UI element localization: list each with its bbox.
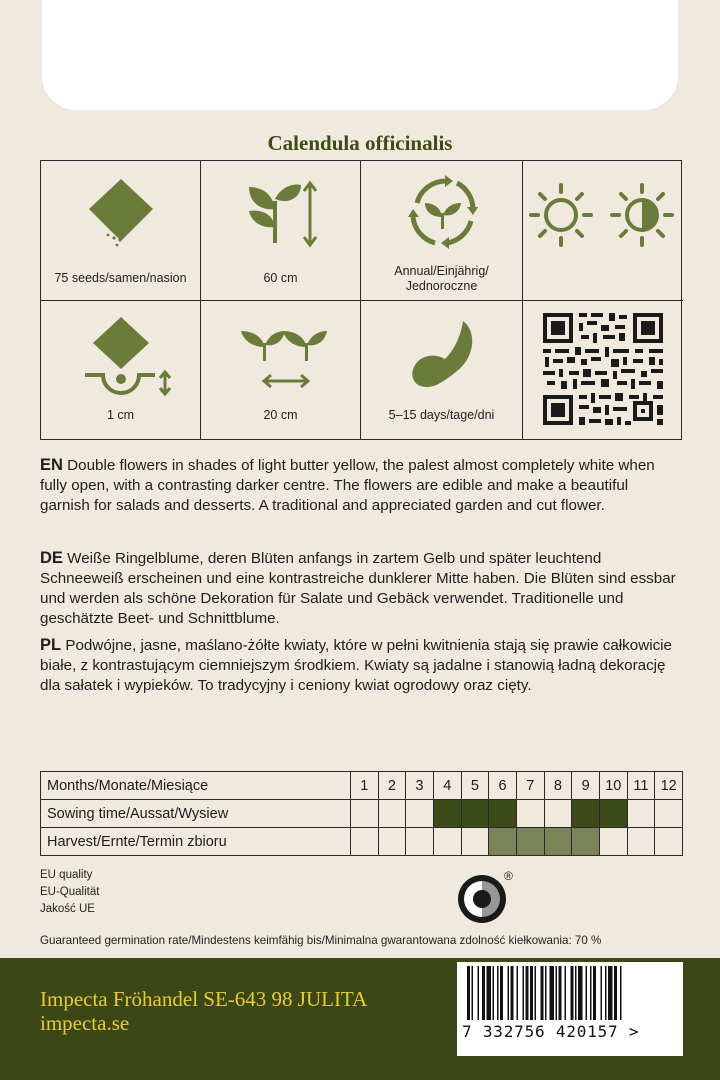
harvest-month-4: [433, 828, 461, 856]
language-code-en: EN: [40, 456, 63, 474]
sowing-month-5: [461, 800, 489, 828]
month-10: 10: [599, 772, 627, 800]
month-9: 9: [572, 772, 600, 800]
language-code-de: DE: [40, 549, 63, 567]
harvest-month-2: [378, 828, 406, 856]
website-link[interactable]: impecta.se: [40, 1011, 130, 1035]
qr-code-icon[interactable]: [523, 301, 683, 440]
eu-quality-en: EU quality: [40, 869, 93, 881]
height-label: 60 cm: [263, 271, 298, 285]
harvest-month-7: [516, 828, 544, 856]
registered-mark: ®: [504, 869, 513, 883]
month-5: 5: [461, 772, 489, 800]
lifecycle-label-1: Annual/Einjährig/: [394, 264, 489, 278]
sun-and-half-shade-icon: [523, 161, 683, 301]
sowing-month-1: [350, 800, 378, 828]
company-address: Impecta Fröhandel SE-643 98 JULITA: [40, 987, 368, 1011]
sowing-month-10: [599, 800, 627, 828]
sowing-month-4: [433, 800, 461, 828]
language-code-pl: PL: [40, 636, 62, 654]
month-6: 6: [489, 772, 517, 800]
month-8: 8: [544, 772, 572, 800]
sowing-month-3: [406, 800, 434, 828]
barcode-number: 7 332756 420157 >: [462, 1022, 640, 1041]
month-7: 7: [516, 772, 544, 800]
sowing-month-9: [572, 800, 600, 828]
months-label: Months/Monate/Miesiące: [41, 772, 351, 800]
harvest-month-11: [627, 828, 655, 856]
description-en-text: Double flowers in shades of light butter yellow, the palest almost completely white when fully open, with a contrasting darker centre. The flowers are edible and make a beautiful garnish for salads and desserts. A traditional and appreciated garden and cut flower.: [40, 457, 655, 514]
description-en: [40, 455, 680, 516]
sowing-month-2: [378, 800, 406, 828]
description-de-text: Weiße Ringelblume, deren Blüten anfangs in zartem Gelb und später leuchtend Schneeweiß erscheinen und eine kontrastreiche dunklerer Mitte haben. Die Blüten sind essbar und werden als schöne Dekoration für Salate und Gebäck verwendet. Traditionelle und geschätzte Beet- und Schnittblume.: [40, 550, 676, 627]
depth-cell: [41, 301, 201, 440]
barcode-bars: [457, 966, 683, 1024]
harvest-month-1: [350, 828, 378, 856]
month-1: 1: [350, 772, 378, 800]
harvest-month-12: [655, 828, 683, 856]
green-dot-recycle-icon: [456, 868, 522, 926]
month-3: 3: [406, 772, 434, 800]
eu-quality-block: [40, 867, 99, 918]
eu-quality-de: EU-Qualität: [40, 886, 100, 898]
spacing-label: 20 cm: [263, 408, 298, 422]
harvest-month-10: [599, 828, 627, 856]
harvest-month-9: [572, 828, 600, 856]
seeds-cell: [41, 161, 201, 301]
month-11: 11: [627, 772, 655, 800]
info-icon-grid: [40, 160, 682, 440]
barcode: [457, 962, 683, 1056]
sowing-label: Sowing time/Aussat/Wysiew: [41, 800, 351, 828]
description-de: [40, 548, 680, 629]
month-2: 2: [378, 772, 406, 800]
month-4: 4: [433, 772, 461, 800]
sowing-month-8: [544, 800, 572, 828]
eu-quality-pl: Jakość UE: [40, 903, 95, 915]
calendar-harvest-row: [41, 828, 683, 856]
sowing-month-12: [655, 800, 683, 828]
sowing-month-6: [489, 800, 517, 828]
lifecycle-cell: [361, 161, 523, 301]
harvest-label: Harvest/Ernte/Termin zbioru: [41, 828, 351, 856]
height-cell: [201, 161, 361, 301]
calendar-months-row: [41, 772, 683, 800]
description-pl-text: Podwójne, jasne, maślano-żółte kwiaty, które w pełni kwitnienia stają się prawie całkowicie białe, z kontrastującym ciemniejszym środkiem. Kwiaty są jadalne i stanowią ładną dekorację dla sałatek i wypieków. To tradycyjny i ceniony kwiat ogrodowy oraz cięty.: [40, 637, 672, 694]
harvest-month-3: [406, 828, 434, 856]
sowing-month-7: [516, 800, 544, 828]
germination-label: 5–15 days/tage/dni: [388, 408, 495, 422]
sun-cell: [523, 161, 683, 301]
harvest-month-8: [544, 828, 572, 856]
harvest-month-5: [461, 828, 489, 856]
sowing-month-11: [627, 800, 655, 828]
harvest-month-6: [489, 828, 517, 856]
packet-window: [42, 0, 678, 110]
description-pl: [40, 635, 680, 696]
calendar-sowing-row: [41, 800, 683, 828]
spacing-cell: [201, 301, 361, 440]
germination-rate: Guaranteed germination rate/Mindestens keimfähig bis/Minimalna gwarantowana zdolność kiełkowania: 70 %: [40, 934, 602, 947]
month-12: 12: [655, 772, 683, 800]
sowing-calendar: [40, 771, 683, 856]
germination-cell: [361, 301, 523, 440]
seeds-count-label: 75 seeds/samen/nasion: [54, 271, 187, 285]
page-title: Calendula officinalis: [267, 131, 453, 155]
depth-label: 1 cm: [106, 408, 135, 422]
qr-cell: [523, 301, 683, 440]
lifecycle-label-2: Jednoroczne: [405, 279, 478, 293]
